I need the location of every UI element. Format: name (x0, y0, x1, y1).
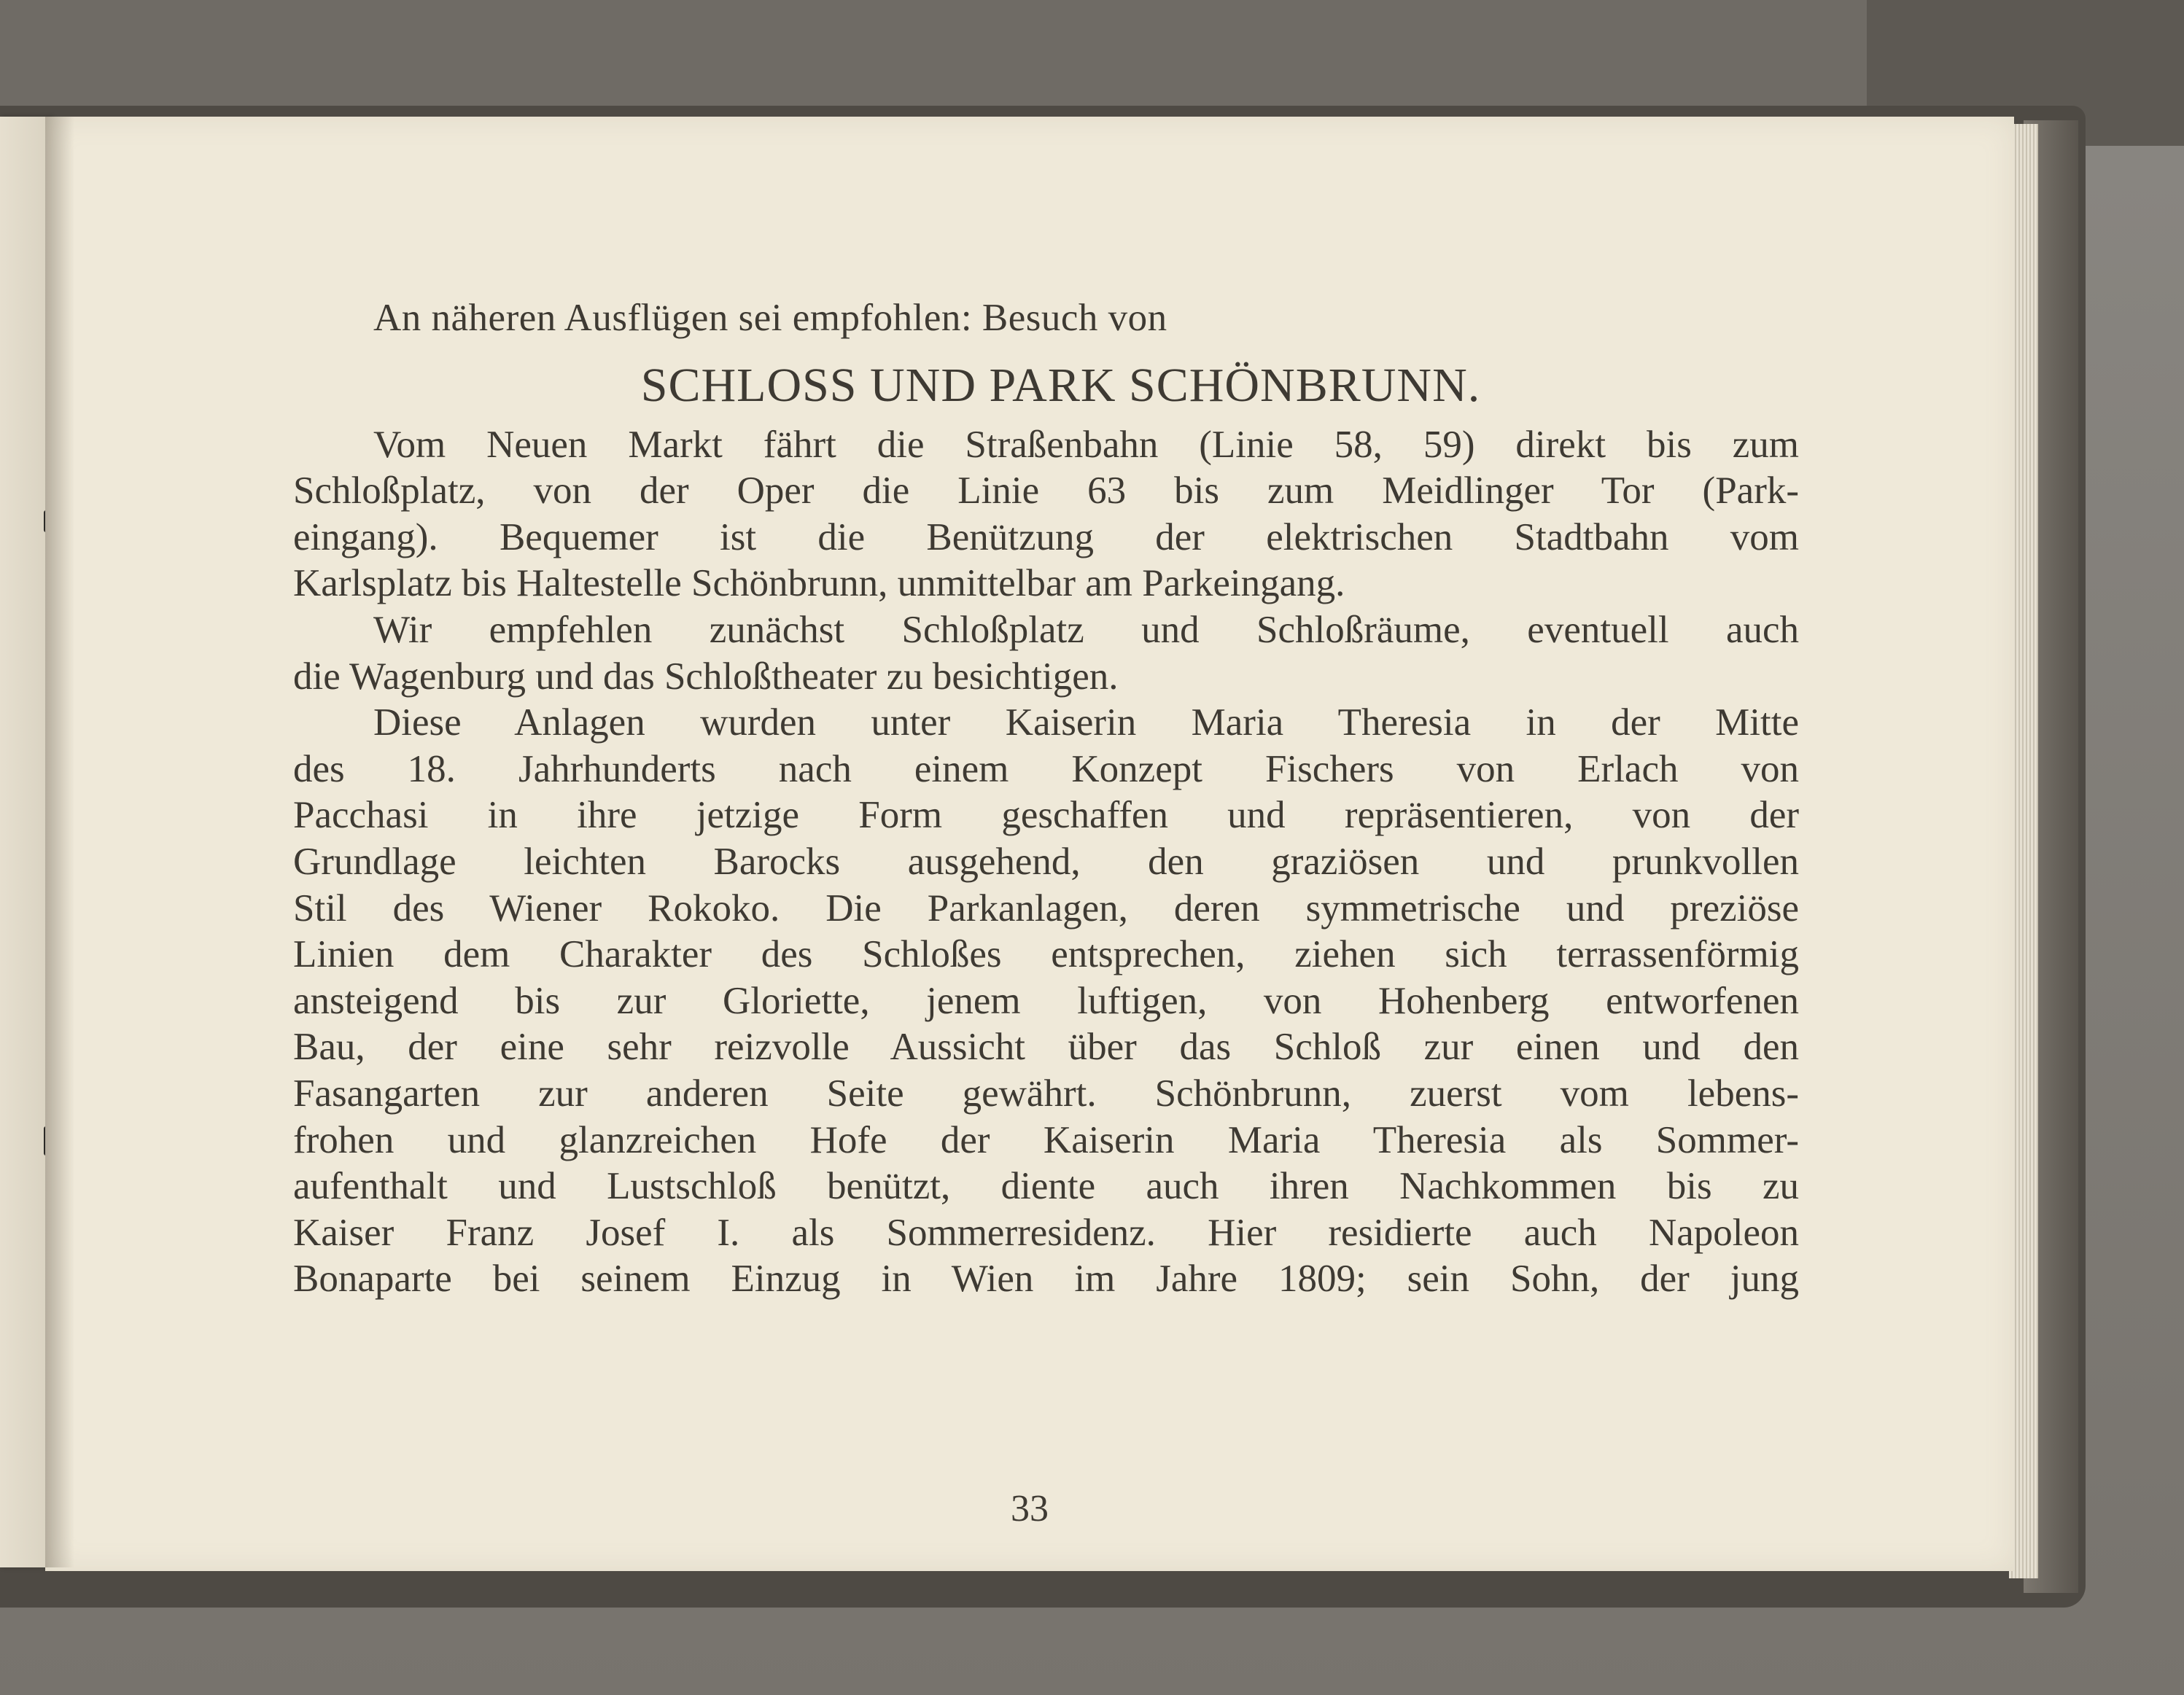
section-heading: SCHLOSS UND PARK SCHÖNBRUNN. (640, 358, 1481, 412)
text-line: Linien dem Charakter des Schloßes entsprechen, ziehen sich terrassenförmig (293, 933, 1799, 976)
text-line: eingang). Bequemer ist die Benützung der elektrischen Stadtbahn vom (293, 515, 1799, 558)
scanner-backdrop (0, 0, 2184, 109)
text-line: Kaiser Franz Josef I. als Sommerresidenz. Hier residierte auch Napoleon (293, 1211, 1799, 1254)
book-page (45, 117, 2014, 1571)
text-line: Wir empfehlen zunächst Schloßplatz und Schloßräume, eventuell auch (373, 608, 1799, 651)
previous-page-edge (0, 117, 51, 1567)
text-line: Pacchasi in ihre jetzige Form geschaffen und repräsentieren, von der (293, 794, 1799, 837)
paragraph (293, 422, 1799, 607)
text-line: Karlsplatz bis Haltestelle Schönbrunn, unmittelbar am Parkeingang. (293, 562, 1345, 605)
text-line: die Wagenburg und das Schloßtheater zu besichtigen. (293, 655, 1119, 698)
intro-line: An näheren Ausflügen sei empfohlen: Besuch von (373, 297, 1167, 339)
text-line: aufenthalt und Lustschloß benützt, diente auch ihren Nachkommen bis zu (293, 1165, 1799, 1208)
text-line: Diese Anlagen wurden unter Kaiserin Maria Theresia in der Mitte (373, 701, 1799, 744)
text-line: Fasangarten zur anderen Seite gewährt. Schönbrunn, zuerst vom lebens- (293, 1072, 1799, 1115)
paragraph (293, 700, 1799, 1303)
text-line: Grundlage leichten Barocks ausgehend, den graziösen und prunkvollen (293, 840, 1799, 883)
gutter-shadow (45, 117, 74, 1567)
text-line: Stil des Wiener Rokoko. Die Parkanlagen, deren symmetrische und preziöse (293, 887, 1799, 930)
text-line: ansteigend bis zur Gloriette, jenem luftigen, von Hohenberg entworfenen (293, 979, 1799, 1022)
text-block (293, 295, 1799, 1303)
page-number: 33 (1011, 1488, 1049, 1530)
text-line: Vom Neuen Markt fährt die Straßenbahn (Linie 58, 59) direkt bis zum (373, 423, 1799, 466)
text-line: Schloßplatz, von der Oper die Linie 63 bis zum Meidlinger Tor (Park- (293, 469, 1799, 513)
text-line: Bau, der eine sehr reizvolle Aussicht über das Schloß zur einen und den (293, 1026, 1799, 1069)
text-line: Bonaparte bei seinem Einzug in Wien im Jahre 1809; sein Sohn, der jung (293, 1258, 1799, 1301)
text-line: frohen und glanzreichen Hofe der Kaiserin Maria Theresia als Sommer- (293, 1118, 1799, 1161)
text-line: des 18. Jahrhunderts nach einem Konzept Fischers von Erlach von (293, 747, 1799, 790)
paragraph (293, 607, 1799, 700)
